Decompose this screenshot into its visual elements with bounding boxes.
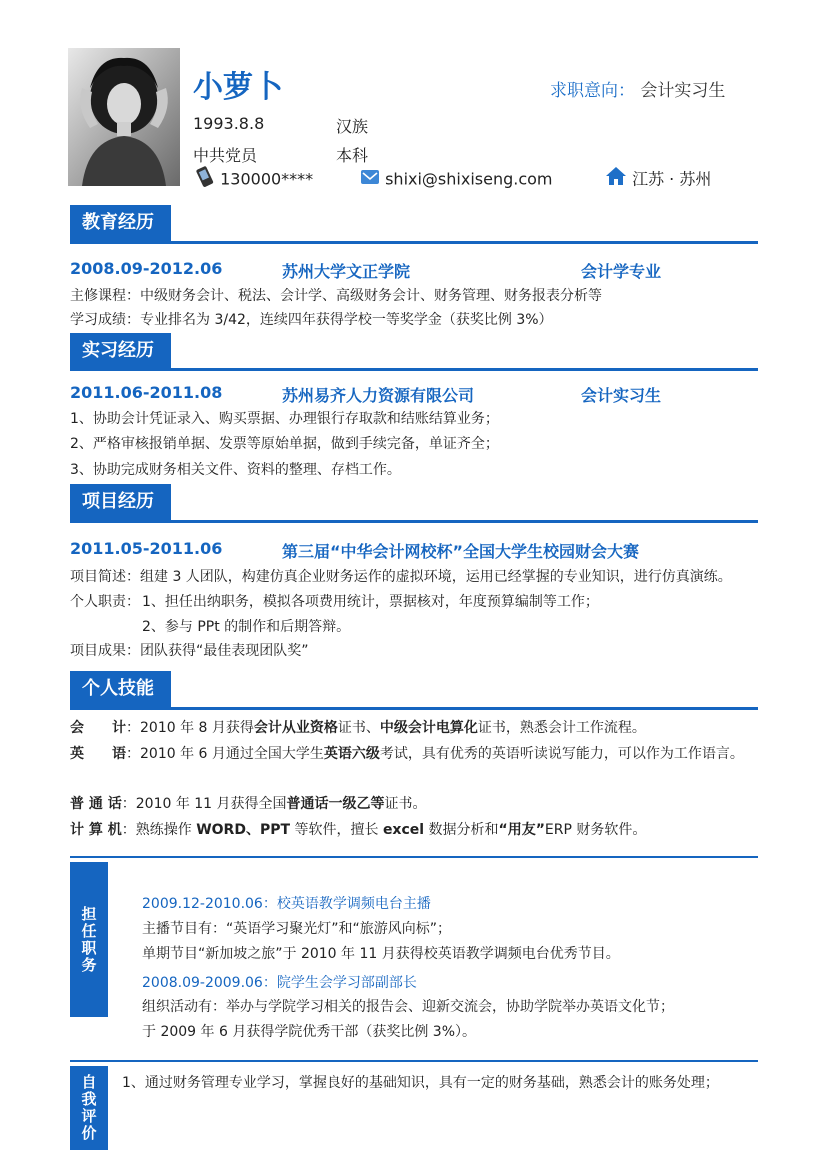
project-date: 2011.05-2011.06	[70, 539, 223, 558]
project-duty: 2、参与 PPt 的制作和后期答辩。	[142, 619, 351, 635]
internship-divider	[70, 368, 758, 371]
skill-label: 会 计	[70, 720, 126, 736]
internship-company: 苏州易齐人力资源有限公司	[282, 386, 475, 405]
skill-highlight: 会计从业资格	[253, 720, 338, 736]
project-name: 第三届“中华会计网校杯”全国大学生校园财会大赛	[282, 542, 640, 561]
skills-divider	[70, 707, 758, 710]
skill-computer	[70, 820, 646, 840]
skill-highlight: 英语六级	[323, 746, 380, 762]
skill-text: 证书。	[384, 796, 427, 812]
skill-highlight: 普通话一级乙等	[286, 796, 385, 812]
education-school: 苏州大学文正学院	[282, 262, 411, 281]
duty-title: 2008.09-2009.06：院学生会学习部副部长	[142, 975, 417, 991]
project-heading: 项目经历	[70, 484, 171, 520]
internship-item: 1、协助会计凭证录入、购买票据、办理银行存取款和结账结算业务；	[70, 411, 499, 427]
education-major: 会计学专业	[581, 262, 662, 281]
skill-text: ：熟练操作	[121, 822, 197, 838]
project-result: 项目成果：团队获得“最佳表现团队奖”	[70, 643, 309, 659]
email-address: shixi@shixiseng.com	[385, 169, 553, 189]
internship-role: 会计实习生	[581, 386, 662, 405]
duty-detail: 单期节目“新加坡之旅”于 2010 年 11 月获得校英语教学调频电台优秀节目。	[142, 946, 620, 962]
duties-heading: 担任职务	[70, 862, 108, 1017]
profile-photo	[68, 48, 180, 186]
education-grades: 学习成绩：专业排名为 3/42，连续四年获得学校一等奖学金（获奖比例 3%）	[70, 312, 553, 328]
skills-heading: 个人技能	[70, 671, 171, 707]
skill-highlight: 中级会计电算化	[379, 720, 478, 736]
skill-text: ERP 财务软件。	[544, 822, 647, 838]
skill-label: 英 语	[70, 746, 126, 762]
project-divider	[70, 520, 758, 523]
job-intent-value: 会计实习生	[640, 81, 726, 101]
skill-text: 等软件，擅长	[290, 822, 383, 838]
skill-accounting	[70, 718, 646, 738]
internship-item: 3、协助完成财务相关文件、资料的整理、存档工作。	[70, 462, 401, 478]
duties-divider	[70, 856, 758, 858]
skill-text: ：2010 年 11 月获得全国	[121, 796, 287, 812]
duty-title: 2009.12-2010.06：校英语教学调频电台主播	[142, 896, 431, 912]
location: 江苏 · 苏州	[632, 169, 712, 189]
job-intent-label: 求职意向：	[550, 81, 635, 101]
internship-date: 2011.06-2011.08	[70, 383, 223, 402]
location-row	[605, 166, 711, 190]
birth-date: 1993.8.8	[193, 114, 265, 133]
skill-text: 证书，熟悉会计工作流程。	[477, 720, 646, 736]
job-intent	[550, 76, 725, 101]
skill-highlight: excel	[382, 822, 425, 838]
skill-label: 普 通 话	[70, 796, 122, 812]
internship-item: 2、严格审核报销单据、发票等原始单据，做到手续完备，单证齐全；	[70, 436, 499, 452]
self-eval-text: 1、通过财务管理专业学习，掌握良好的基础知识，具有一定的财务基础，熟悉会计的账务处理；	[122, 1075, 719, 1091]
education-date: 2008.09-2012.06	[70, 259, 223, 278]
project-duty: 1、担任出纳职务，模拟各项费用统计，票据核对，年度预算编制等工作；	[142, 594, 599, 610]
duty-detail: 于 2009 年 6 月获得学院优秀干部（获奖比例 3%）。	[142, 1024, 476, 1040]
skill-text: 证书、	[337, 720, 380, 736]
education-heading: 教育经历	[70, 205, 171, 241]
skill-highlight: “用友”	[498, 822, 545, 838]
email-icon	[360, 168, 380, 190]
project-summary: 项目简述：组建 3 人团队，构建仿真企业财务运作的虚拟环境，运用已经掌握的专业知识，进行仿真演练。	[70, 569, 732, 585]
skill-text: 考试，具有优秀的英语听读说写能力，可以作为工作语言。	[379, 746, 744, 762]
education-divider	[70, 241, 758, 244]
skill-label: 计 算 机	[70, 822, 122, 838]
ethnicity: 汉族	[336, 117, 369, 136]
skill-highlight: WORD、PPT	[196, 822, 291, 838]
duty-detail: 主播节目有：“英语学习聚光灯”和“旅游风向标”；	[142, 921, 452, 937]
self-eval-divider	[70, 1060, 758, 1062]
skill-text: 数据分析和	[424, 822, 499, 838]
internship-heading: 实习经历	[70, 333, 171, 369]
education-courses: 主修课程：中级财务会计、税法、会计学、高级财务会计、财务管理、财务报表分析等	[70, 288, 602, 304]
mobile-phone-icon	[195, 166, 215, 192]
home-icon	[605, 166, 627, 190]
skill-text: ：2010 年 8 月获得	[126, 720, 254, 736]
skill-mandarin	[70, 794, 427, 814]
phone-number: 130000****	[220, 169, 314, 189]
skill-text: ：2010 年 6 月通过全国大学生	[126, 746, 324, 762]
degree: 本科	[336, 146, 369, 165]
project-duty-label: 个人职责：	[70, 594, 140, 610]
political-status: 中共党员	[193, 146, 258, 165]
candidate-name: 小萝卜	[193, 70, 283, 105]
skill-english	[70, 744, 744, 764]
email-row	[360, 168, 553, 190]
self-eval-heading: 自我评价	[70, 1066, 108, 1150]
duty-detail: 组织活动有：举办与学院学习相关的报告会、迎新交流会，协助学院举办英语文化节；	[142, 999, 674, 1015]
phone-row	[195, 166, 313, 192]
